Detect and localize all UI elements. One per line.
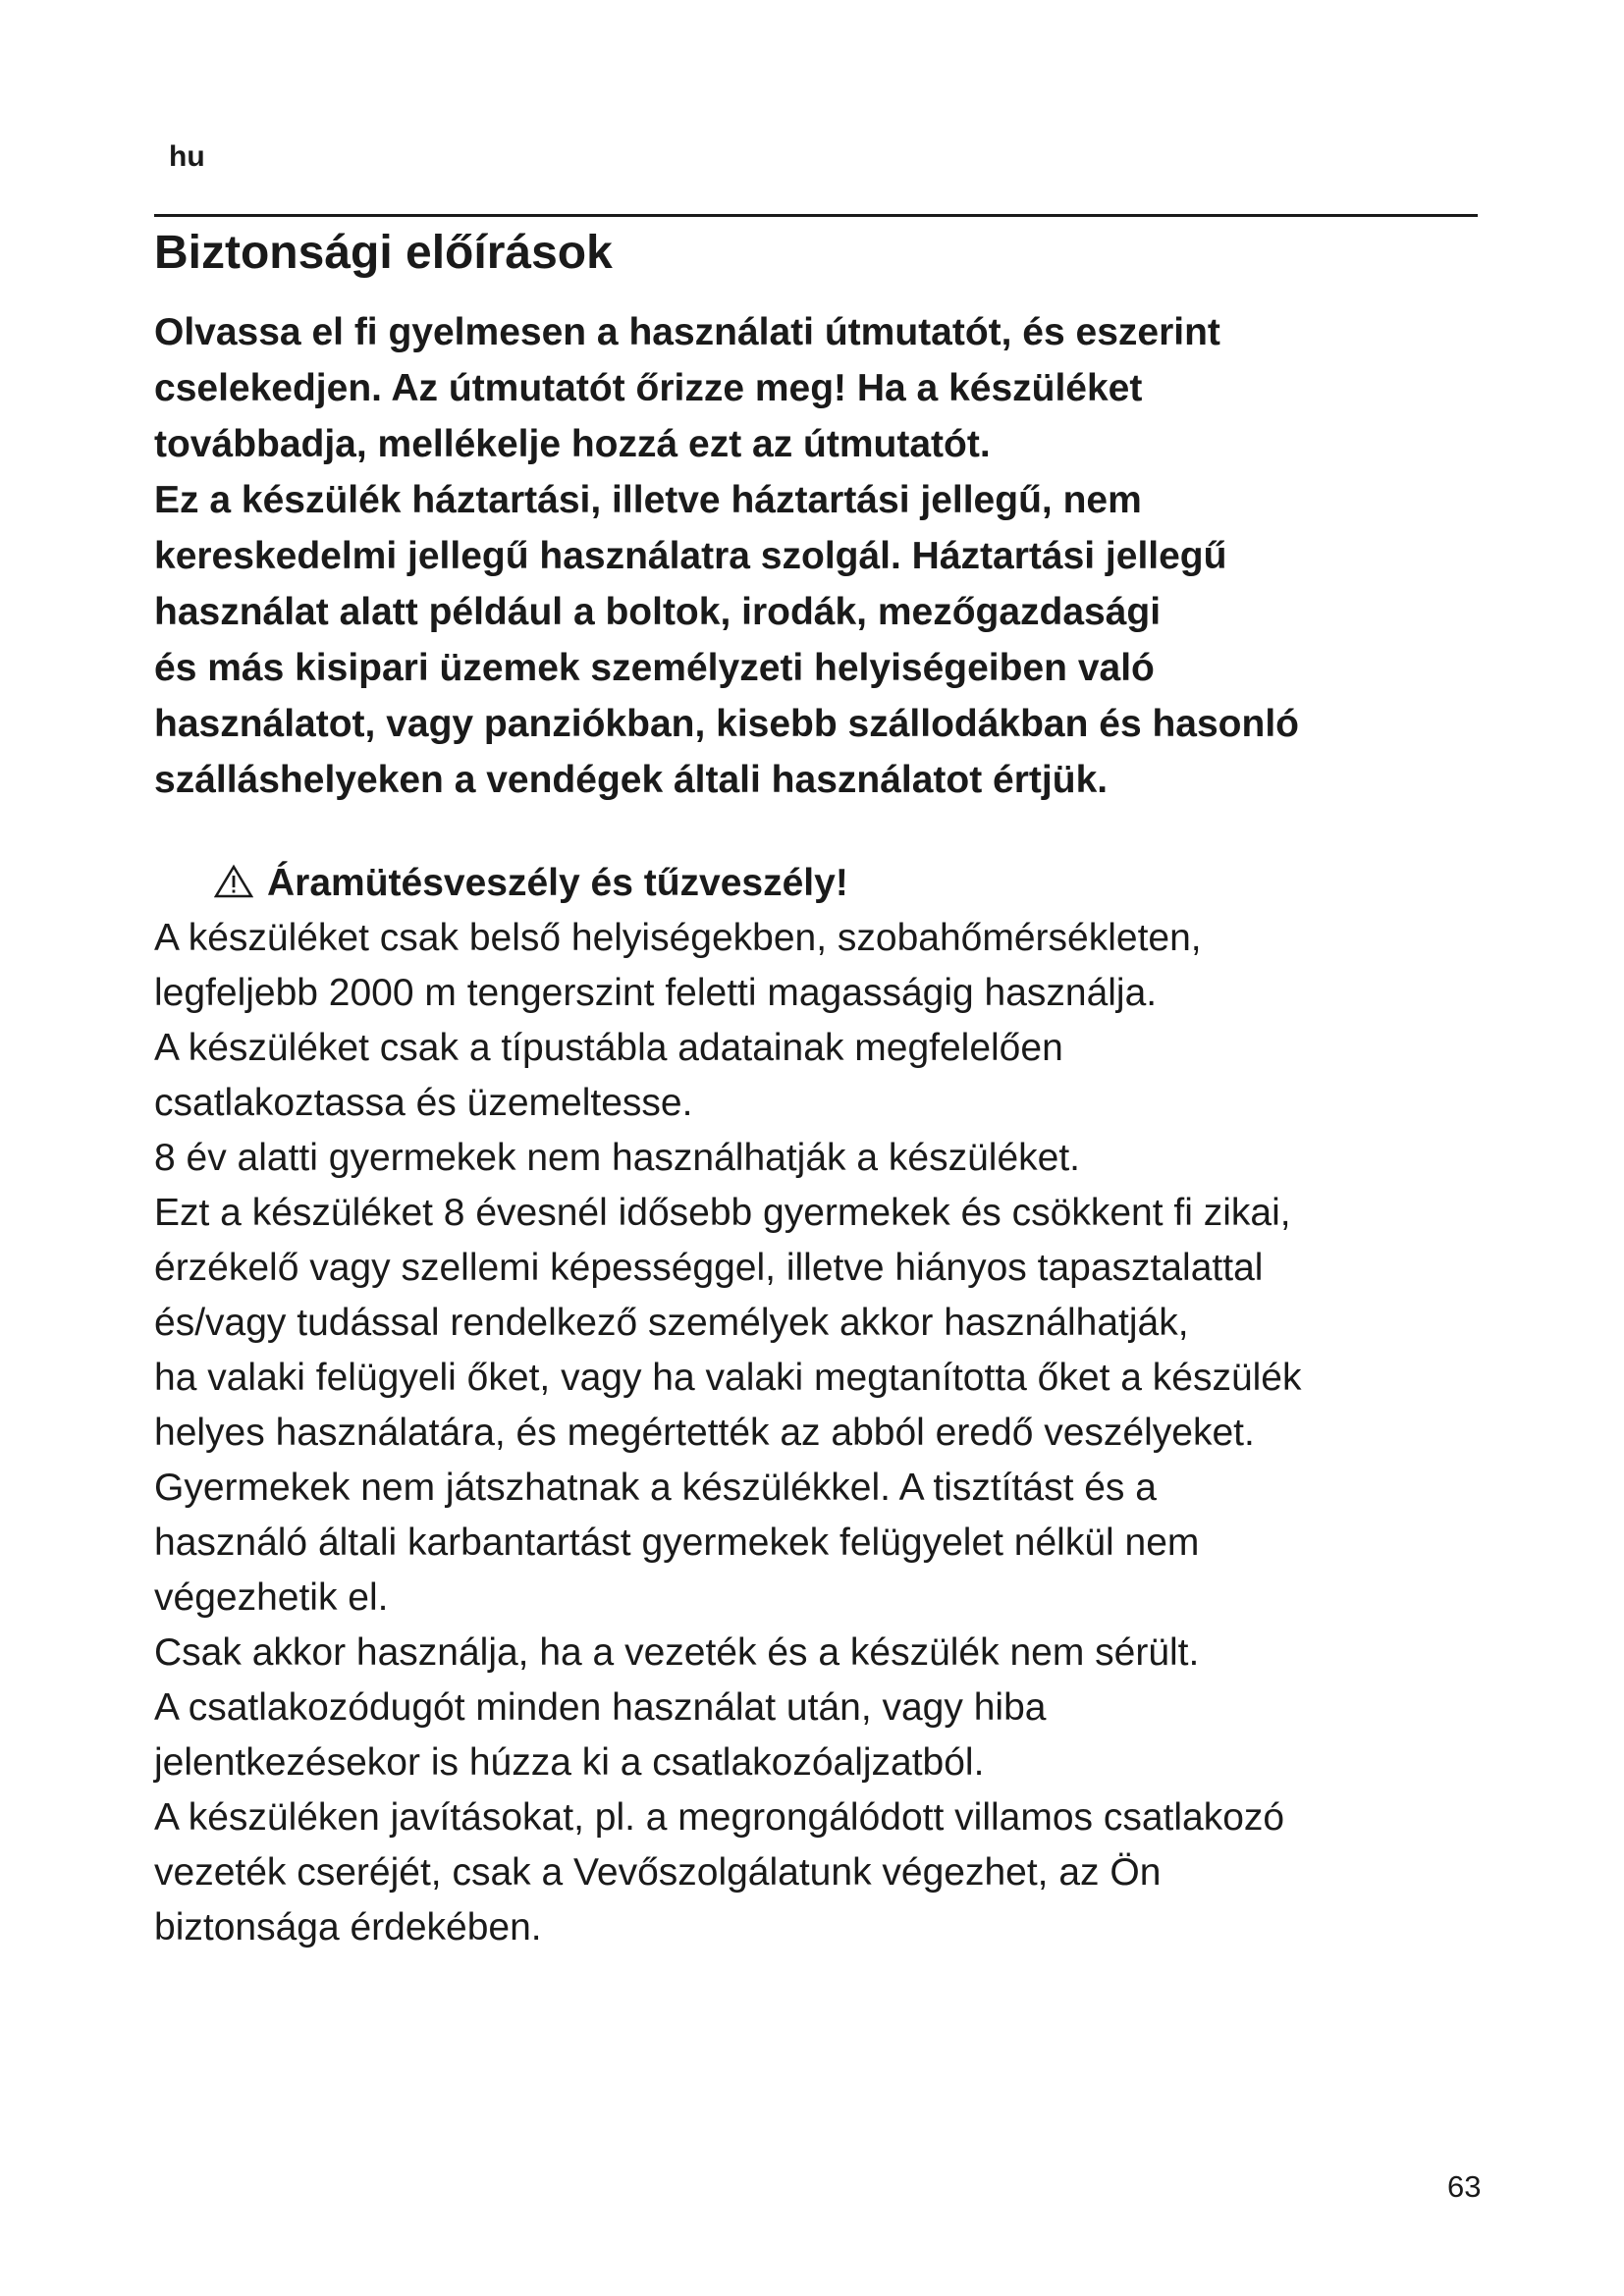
body-line: legfeljebb 2000 m tengerszint feletti magasságig használja.: [154, 972, 1158, 1014]
warning-heading-text: Áramütésveszély és tűzveszély!: [267, 862, 848, 904]
page-number: 63: [1447, 2169, 1482, 2204]
body-line: A készüléket csak a típustábla adatainak megfelelően: [154, 1027, 1063, 1069]
body-line: érzékelő vagy szellemi képességgel, illetve hiányos tapasztalattal: [154, 1247, 1264, 1289]
body-line: Gyermekek nem játszhatnak a készülékkel. A tisztítást és a: [154, 1467, 1157, 1509]
safety-body-text: [154, 911, 1509, 1955]
body-line: csatlakoztassa és üzemeltesse.: [154, 1082, 693, 1124]
intro-line: szálláshelyeken a vendégek általi használatot értjük.: [154, 759, 1109, 801]
body-line: ha valaki felügyeli őket, vagy ha valaki megtanította őket a készülék: [154, 1357, 1302, 1399]
intro-line: cselekedjen. Az útmutatót őrizze meg! Ha a készüléket: [154, 367, 1143, 409]
body-line: végezhetik el.: [154, 1576, 389, 1619]
body-line: 8 év alatti gyermekek nem használhatják a készüléket.: [154, 1137, 1080, 1179]
intro-line: használat alatt például a boltok, irodák, mezőgazdasági: [154, 591, 1162, 633]
intro-line: kereskedelmi jellegű használatra szolgál. Háztartási jellegű: [154, 535, 1227, 577]
intro-paragraph: [154, 304, 1489, 808]
intro-line: továbbadja, mellékelje hozzá ezt az útmutatót.: [154, 423, 991, 465]
body-line: helyes használatára, és megértették az abból eredő veszélyeket.: [154, 1412, 1255, 1454]
body-line: A készüléken javításokat, pl. a megrongálódott villamos csatlakozó: [154, 1796, 1285, 1839]
body-line: Csak akkor használja, ha a vezeték és a készülék nem sérült.: [154, 1631, 1200, 1674]
body-line: Ezt a készüléket 8 évesnél idősebb gyermekek és csökkent fi zikai,: [154, 1192, 1291, 1234]
intro-line: Ez a készülék háztartási, illetve háztartási jellegű, nem: [154, 479, 1142, 521]
body-line: használó általi karbantartást gyermekek felügyelet nélkül nem: [154, 1522, 1200, 1564]
warning-heading: [214, 856, 848, 915]
intro-line: használatot, vagy panziókban, kisebb szállodákban és hasonló: [154, 703, 1299, 745]
body-line: és/vagy tudással rendelkező személyek akkor használhatják,: [154, 1302, 1189, 1344]
intro-line: Olvassa el fi gyelmesen a használati útmutatót, és eszerint: [154, 311, 1220, 353]
language-code: hu: [169, 140, 205, 173]
body-line: biztonsága érdekében.: [154, 1906, 542, 1949]
body-line: A csatlakozódugót minden használat után, vagy hiba: [154, 1686, 1047, 1729]
intro-line: és más kisipari üzemek személyzeti helyiségeiben való: [154, 647, 1155, 689]
warning-triangle-icon: [214, 860, 253, 915]
header-divider: [154, 214, 1478, 217]
page-title: Biztonsági előírások: [154, 227, 613, 279]
body-line: A készüléket csak belső helyiségekben, szobahőmérsékleten,: [154, 917, 1202, 959]
body-line: jelentkezésekor is húzza ki a csatlakozóaljzatból.: [154, 1741, 985, 1784]
body-line: vezeték cseréjét, csak a Vevőszolgálatunk végezhet, az Ön: [154, 1851, 1162, 1894]
